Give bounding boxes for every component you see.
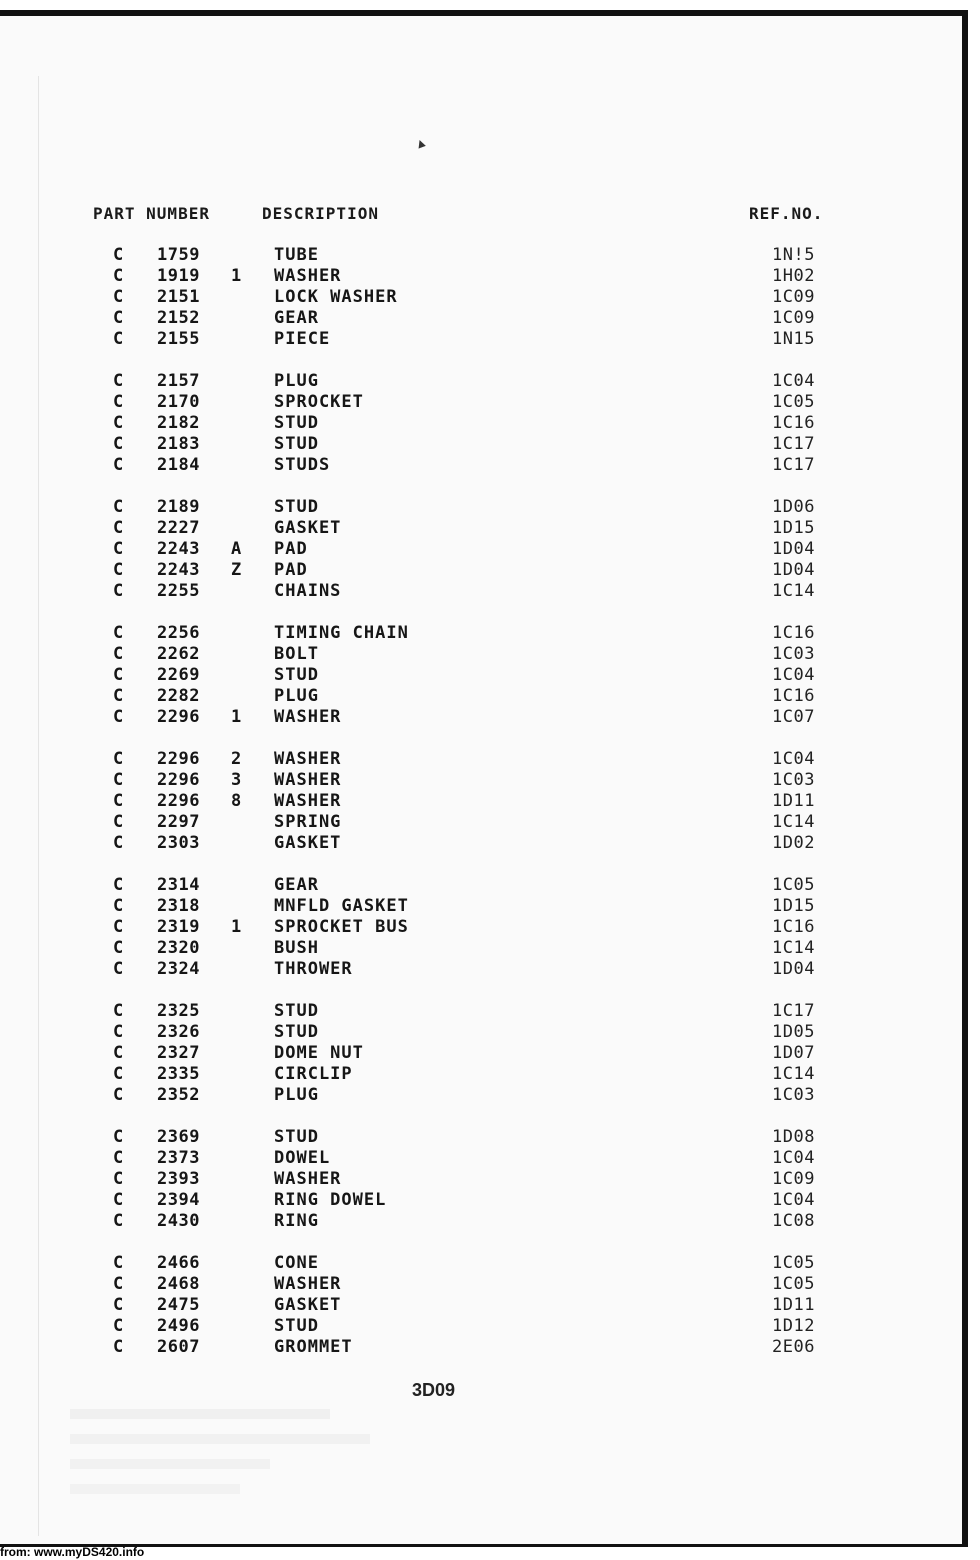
part-prefix: C	[113, 245, 124, 265]
part-ref-no: 1C04	[772, 749, 815, 769]
part-variant: 1	[231, 266, 242, 286]
part-prefix: C	[113, 581, 124, 601]
part-description: STUD	[274, 497, 319, 517]
part-ref-no: 1C09	[772, 308, 815, 328]
part-row	[0, 875, 960, 896]
part-number: 2189	[157, 497, 200, 517]
part-prefix: C	[113, 749, 124, 769]
part-description: GEAR	[274, 308, 319, 328]
part-prefix: C	[113, 938, 124, 958]
part-prefix: C	[113, 1190, 124, 1210]
part-number: 2319	[157, 917, 200, 937]
part-prefix: C	[113, 455, 124, 475]
part-number: 2468	[157, 1274, 200, 1294]
part-ref-no: 1N!5	[772, 245, 815, 265]
part-row	[0, 245, 960, 266]
part-variant: A	[231, 539, 242, 559]
part-row	[0, 791, 960, 812]
part-prefix: C	[113, 812, 124, 832]
part-ref-no: 1D04	[772, 560, 815, 580]
part-row	[0, 686, 960, 707]
source-credit: from: www.myDS420.info	[0, 1545, 145, 1559]
part-row	[0, 539, 960, 560]
part-description: GASKET	[274, 518, 342, 538]
part-prefix: C	[113, 1316, 124, 1336]
part-description: BUSH	[274, 938, 319, 958]
part-description: BOLT	[274, 644, 319, 664]
part-prefix: C	[113, 623, 124, 643]
part-row	[0, 749, 960, 770]
part-number: 2152	[157, 308, 200, 328]
part-row	[0, 287, 960, 308]
parts-group	[0, 875, 960, 980]
part-ref-no: 1C04	[772, 665, 815, 685]
part-prefix: C	[113, 1148, 124, 1168]
part-ref-no: 1C04	[772, 1148, 815, 1168]
part-row	[0, 707, 960, 728]
part-row	[0, 1190, 960, 1211]
part-number: 2296	[157, 749, 200, 769]
part-number: 2430	[157, 1211, 200, 1231]
part-number: 2255	[157, 581, 200, 601]
part-number: 2170	[157, 392, 200, 412]
part-number: 2324	[157, 959, 200, 979]
part-description: RING	[274, 1211, 319, 1231]
part-row	[0, 455, 960, 476]
part-prefix: C	[113, 1274, 124, 1294]
part-row	[0, 371, 960, 392]
part-ref-no: 1D05	[772, 1022, 815, 1042]
part-prefix: C	[113, 1211, 124, 1231]
part-description: STUD	[274, 1127, 319, 1147]
part-prefix: C	[113, 644, 124, 664]
parts-group	[0, 371, 960, 476]
part-description: THROWER	[274, 959, 353, 979]
part-description: STUD	[274, 434, 319, 454]
part-row	[0, 959, 960, 980]
part-number: 2269	[157, 665, 200, 685]
part-ref-no: 1C05	[772, 1274, 815, 1294]
part-number: 2326	[157, 1022, 200, 1042]
part-description: GROMMET	[274, 1337, 353, 1357]
part-row	[0, 1274, 960, 1295]
part-ref-no: 1D11	[772, 1295, 815, 1315]
part-description: GEAR	[274, 875, 319, 895]
part-row	[0, 1337, 960, 1358]
part-row	[0, 560, 960, 581]
part-ref-no: 1D15	[772, 896, 815, 916]
part-prefix: C	[113, 1064, 124, 1084]
part-ref-no: 1C16	[772, 623, 815, 643]
part-description: TUBE	[274, 245, 319, 265]
part-number: 2184	[157, 455, 200, 475]
part-description: WASHER	[274, 1274, 342, 1294]
part-ref-no: 1C04	[772, 1190, 815, 1210]
part-description: PLUG	[274, 371, 319, 391]
part-ref-no: 1C17	[772, 455, 815, 475]
part-number: 2262	[157, 644, 200, 664]
part-row	[0, 1001, 960, 1022]
part-prefix: C	[113, 707, 124, 727]
part-row	[0, 1148, 960, 1169]
part-number: 2369	[157, 1127, 200, 1147]
part-description: STUDS	[274, 455, 331, 475]
part-row	[0, 665, 960, 686]
part-number: 2327	[157, 1043, 200, 1063]
part-number: 2296	[157, 707, 200, 727]
part-row	[0, 938, 960, 959]
part-number: 2155	[157, 329, 200, 349]
part-description: LOCK WASHER	[274, 287, 398, 307]
part-row	[0, 1064, 960, 1085]
part-description: STUD	[274, 1001, 319, 1021]
parts-group	[0, 497, 960, 602]
part-prefix: C	[113, 1043, 124, 1063]
part-ref-no: 1D07	[772, 1043, 815, 1063]
part-row	[0, 413, 960, 434]
part-description: MNFLD GASKET	[274, 896, 409, 916]
part-ref-no: 1C14	[772, 938, 815, 958]
part-ref-no: 1C16	[772, 413, 815, 433]
part-prefix: C	[113, 308, 124, 328]
part-number: 2393	[157, 1169, 200, 1189]
part-number: 2394	[157, 1190, 200, 1210]
part-row	[0, 308, 960, 329]
part-number: 2320	[157, 938, 200, 958]
part-ref-no: 1D04	[772, 959, 815, 979]
parts-group	[0, 1127, 960, 1232]
part-row	[0, 266, 960, 287]
part-number: 2227	[157, 518, 200, 538]
part-description: PAD	[274, 560, 308, 580]
part-prefix: C	[113, 518, 124, 538]
part-ref-no: 1C03	[772, 770, 815, 790]
part-variant: 1	[231, 917, 242, 937]
part-ref-no: 1C14	[772, 581, 815, 601]
part-number: 2303	[157, 833, 200, 853]
part-description: PLUG	[274, 686, 319, 706]
part-description: WASHER	[274, 707, 342, 727]
part-prefix: C	[113, 1295, 124, 1315]
part-prefix: C	[113, 287, 124, 307]
part-row	[0, 770, 960, 791]
part-description: GASKET	[274, 1295, 342, 1315]
part-row	[0, 1043, 960, 1064]
part-description: SPRING	[274, 812, 342, 832]
part-description: WASHER	[274, 791, 342, 811]
part-description: PIECE	[274, 329, 331, 349]
part-row	[0, 1211, 960, 1232]
part-ref-no: 1D04	[772, 539, 815, 559]
part-number: 2183	[157, 434, 200, 454]
part-ref-no: 1D08	[772, 1127, 815, 1147]
part-variant: 2	[231, 749, 242, 769]
part-ref-no: 1C16	[772, 686, 815, 706]
part-description: RING DOWEL	[274, 1190, 387, 1210]
parts-list	[0, 245, 960, 1379]
part-description: CHAINS	[274, 581, 342, 601]
part-description: CONE	[274, 1253, 319, 1273]
part-ref-no: 1D02	[772, 833, 815, 853]
part-number: 2475	[157, 1295, 200, 1315]
part-variant: Z	[231, 560, 242, 580]
part-prefix: C	[113, 686, 124, 706]
part-prefix: C	[113, 875, 124, 895]
parts-group	[0, 1253, 960, 1358]
part-description: STUD	[274, 413, 319, 433]
part-number: 2373	[157, 1148, 200, 1168]
part-prefix: C	[113, 560, 124, 580]
part-number: 2318	[157, 896, 200, 916]
part-variant: 3	[231, 770, 242, 790]
part-number: 2314	[157, 875, 200, 895]
part-description: SPROCKET	[274, 392, 364, 412]
part-number: 2243	[157, 539, 200, 559]
header-description: DESCRIPTION	[262, 204, 379, 223]
part-prefix: C	[113, 959, 124, 979]
part-number: 2466	[157, 1253, 200, 1273]
part-description: WASHER	[274, 749, 342, 769]
part-number: 2157	[157, 371, 200, 391]
part-prefix: C	[113, 1253, 124, 1273]
page-code: 3D09	[412, 1380, 456, 1400]
part-prefix: C	[113, 434, 124, 454]
part-number: 2151	[157, 287, 200, 307]
part-row	[0, 833, 960, 854]
part-prefix: C	[113, 371, 124, 391]
part-row	[0, 392, 960, 413]
parts-group	[0, 749, 960, 854]
part-row	[0, 644, 960, 665]
show-through-ghost	[70, 1401, 510, 1511]
part-row	[0, 896, 960, 917]
part-prefix: C	[113, 1169, 124, 1189]
part-ref-no: 1C08	[772, 1211, 815, 1231]
part-row	[0, 1127, 960, 1148]
part-number: 2243	[157, 560, 200, 580]
part-row	[0, 1253, 960, 1274]
part-description: PLUG	[274, 1085, 319, 1105]
part-prefix: C	[113, 1001, 124, 1021]
part-ref-no: 1C05	[772, 1253, 815, 1273]
part-row	[0, 1169, 960, 1190]
part-row	[0, 434, 960, 455]
part-prefix: C	[113, 266, 124, 286]
parts-group	[0, 1001, 960, 1106]
part-ref-no: 1C07	[772, 707, 815, 727]
part-prefix: C	[113, 770, 124, 790]
part-row	[0, 497, 960, 518]
part-row	[0, 329, 960, 350]
part-description: GASKET	[274, 833, 342, 853]
part-description: STUD	[274, 1022, 319, 1042]
part-description: TIMING CHAIN	[274, 623, 409, 643]
part-ref-no: 1C05	[772, 875, 815, 895]
part-ref-no: 1C09	[772, 1169, 815, 1189]
part-ref-no: 1D11	[772, 791, 815, 811]
part-description: WASHER	[274, 266, 342, 286]
part-number: 1919	[157, 266, 200, 286]
part-number: 2282	[157, 686, 200, 706]
part-row	[0, 812, 960, 833]
part-ref-no: 1C03	[772, 1085, 815, 1105]
part-number: 2335	[157, 1064, 200, 1084]
header-part-number: PART NUMBER	[93, 204, 210, 223]
part-ref-no: 1C05	[772, 392, 815, 412]
part-prefix: C	[113, 665, 124, 685]
part-prefix: C	[113, 1022, 124, 1042]
parts-group	[0, 245, 960, 350]
part-number: 1759	[157, 245, 200, 265]
part-prefix: C	[113, 896, 124, 916]
part-ref-no: 1C09	[772, 287, 815, 307]
part-ref-no: 1D06	[772, 497, 815, 517]
part-prefix: C	[113, 1337, 124, 1357]
part-ref-no: 1C14	[772, 1064, 815, 1084]
part-ref-no: 1C03	[772, 644, 815, 664]
part-description: STUD	[274, 665, 319, 685]
part-ref-no: 2E06	[772, 1337, 815, 1357]
part-description: WASHER	[274, 770, 342, 790]
part-row	[0, 917, 960, 938]
part-prefix: C	[113, 539, 124, 559]
part-prefix: C	[113, 1127, 124, 1147]
part-prefix: C	[113, 1085, 124, 1105]
part-number: 2297	[157, 812, 200, 832]
part-description: STUD	[274, 1316, 319, 1336]
part-ref-no: 1C17	[772, 434, 815, 454]
part-row	[0, 581, 960, 602]
part-description: DOWEL	[274, 1148, 331, 1168]
part-number: 2607	[157, 1337, 200, 1357]
part-description: SPROCKET BUS	[274, 917, 409, 937]
part-variant: 8	[231, 791, 242, 811]
part-number: 2256	[157, 623, 200, 643]
part-number: 2496	[157, 1316, 200, 1336]
part-row	[0, 623, 960, 644]
part-description: WASHER	[274, 1169, 342, 1189]
part-prefix: C	[113, 497, 124, 517]
part-row	[0, 518, 960, 539]
part-prefix: C	[113, 833, 124, 853]
part-description: CIRCLIP	[274, 1064, 353, 1084]
part-prefix: C	[113, 791, 124, 811]
part-prefix: C	[113, 392, 124, 412]
stray-mark: ▲	[414, 135, 428, 152]
part-variant: 1	[231, 707, 242, 727]
part-ref-no: 1D15	[772, 518, 815, 538]
part-number: 2296	[157, 770, 200, 790]
parts-group	[0, 623, 960, 728]
part-row	[0, 1085, 960, 1106]
part-ref-no: 1C17	[772, 1001, 815, 1021]
part-ref-no: 1N15	[772, 329, 815, 349]
part-number: 2296	[157, 791, 200, 811]
part-ref-no: 1D12	[772, 1316, 815, 1336]
part-description: PAD	[274, 539, 308, 559]
part-row	[0, 1316, 960, 1337]
part-ref-no: 1C16	[772, 917, 815, 937]
part-ref-no: 1C14	[772, 812, 815, 832]
part-prefix: C	[113, 413, 124, 433]
part-ref-no: 1C04	[772, 371, 815, 391]
part-prefix: C	[113, 917, 124, 937]
part-prefix: C	[113, 329, 124, 349]
part-row	[0, 1295, 960, 1316]
part-number: 2325	[157, 1001, 200, 1021]
part-row	[0, 1022, 960, 1043]
part-description: DOME NUT	[274, 1043, 364, 1063]
part-number: 2182	[157, 413, 200, 433]
header-ref-no: REF.NO.	[749, 204, 824, 223]
part-ref-no: 1H02	[772, 266, 815, 286]
part-number: 2352	[157, 1085, 200, 1105]
